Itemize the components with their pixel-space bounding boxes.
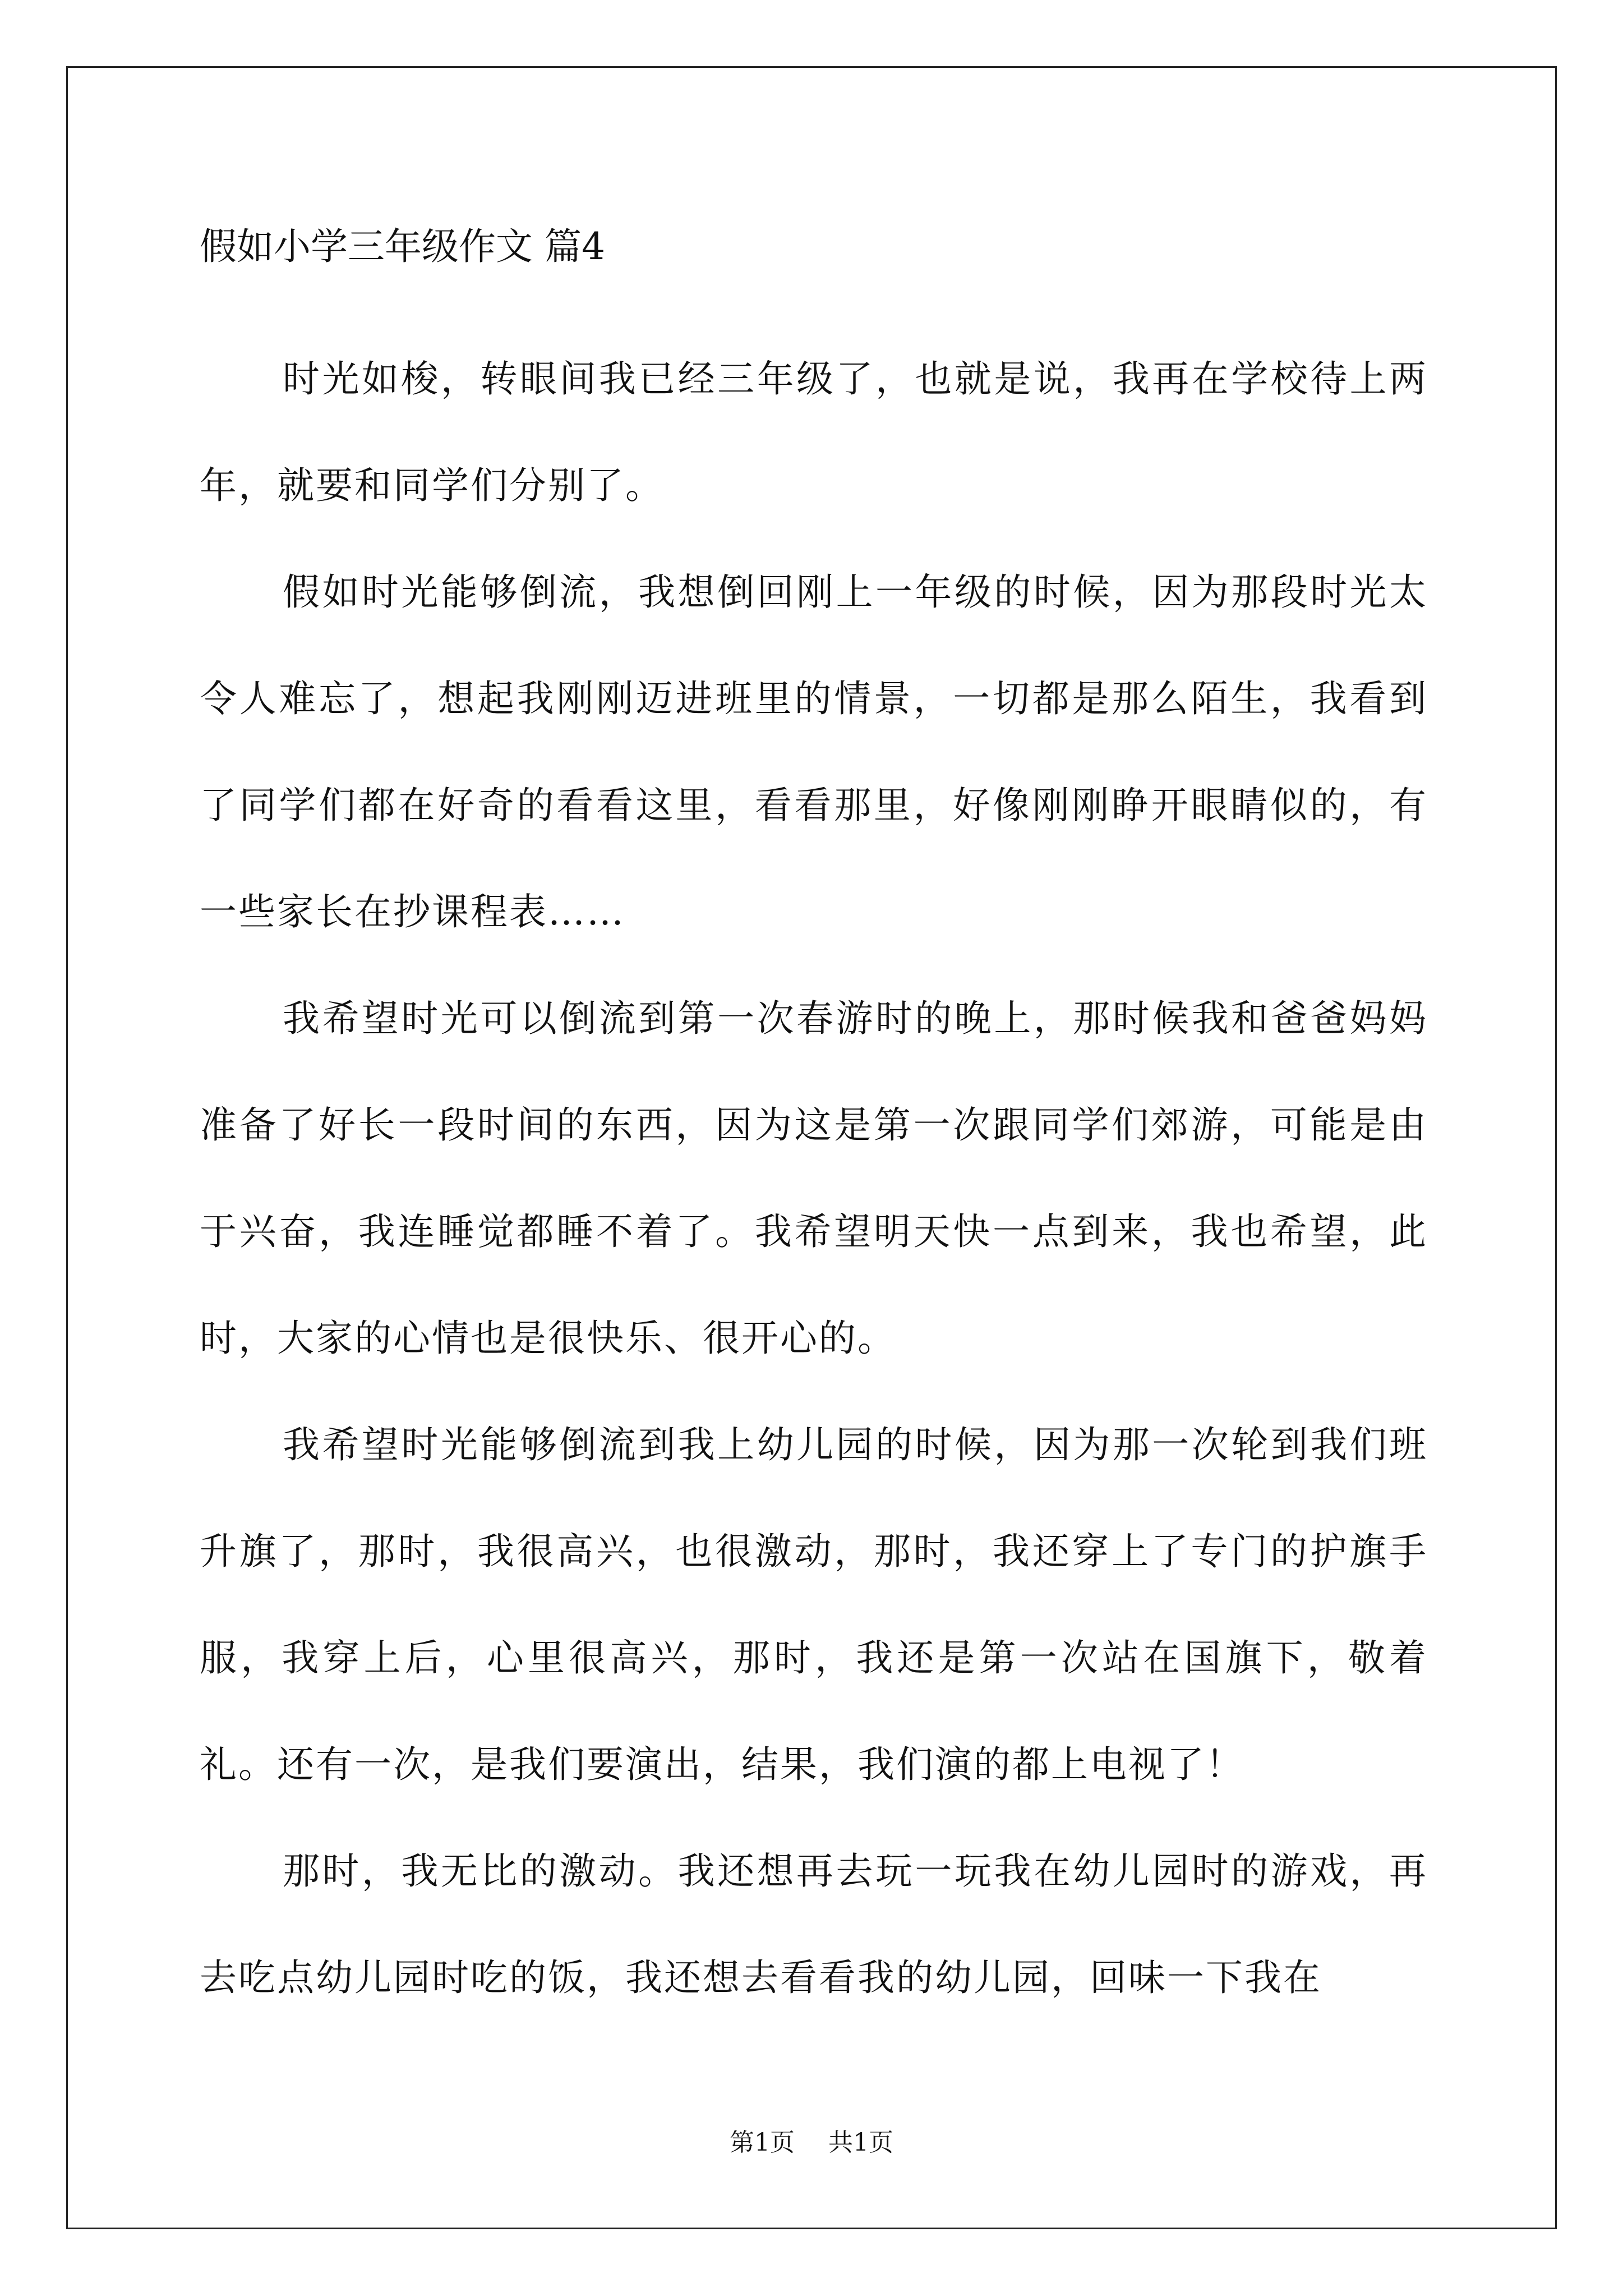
paragraph-1: 时光如梭，转眼间我已经三年级了，也就是说，我再在学校待上两年，就要和同学们分别了。 [200,357,1428,507]
document-body [200,222,1428,2031]
paragraph-5: 那时，我无比的激动。我还想再去玩一玩我在幼儿园时的游戏，再去吃点幼儿园时吃的饭，我还想去看看我的幼儿园，回味一下我在 [200,1849,1428,1999]
paragraph-4: 我希望时光能够倒流到我上幼儿园的时候，因为那一次轮到我们班升旗了，那时，我很高兴，也很激动，那时，我还穿上了专门的护旗手服，我穿上后，心里很高兴，那时，我还是第一次站在国旗下，敬着礼。还有一次，是我们要演出，结果，我们演的都上电视了！ [200,1423,1428,1786]
document-title: 假如小学三年级作文 篇4 [200,225,605,268]
paragraph-2: 假如时光能够倒流，我想倒回刚上一年级的时候，因为那段时光太令人难忘了，想起我刚刚迈进班里的情景，一切都是那么陌生，我看到了同学们都在好奇的看看这里，看看那里，好像刚刚睁开眼睛似的，有一些家长在抄课程表…… [200,570,1428,933]
paragraph-3: 我希望时光可以倒流到第一次春游时的晚上，那时候我和爸爸妈妈准备了好长一段时间的东西，因为这是第一次跟同学们郊游，可能是由于兴奋，我连睡觉都睡不着了。我希望明天快一点到来，我也希望，此时，大家的心情也是很快乐、很开心的。 [200,997,1428,1360]
page-footer [0,2126,1623,2160]
page-number-current: 第1页 [730,2128,795,2157]
page-number-total: 共1页 [828,2128,893,2157]
